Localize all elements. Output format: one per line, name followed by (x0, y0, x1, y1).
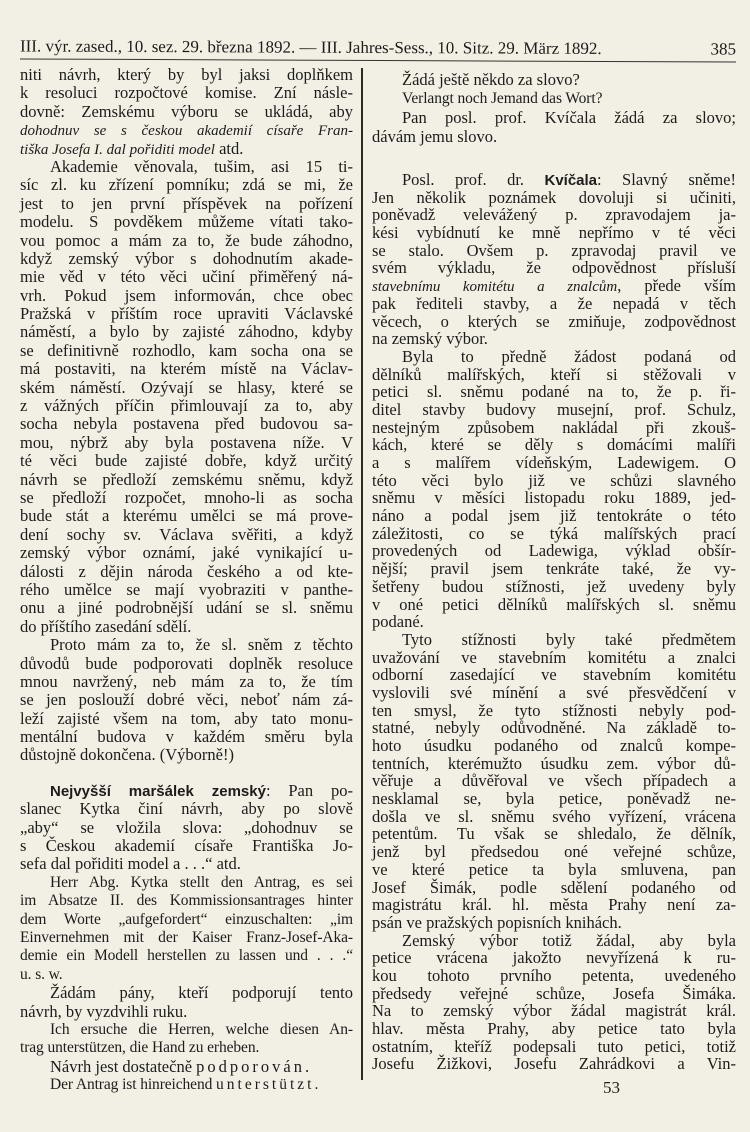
text-line: té věci bude zajisté dobře, když určitý (20, 451, 353, 471)
text-line: dovně: Zemskému výboru se ukládá, aby (20, 101, 353, 121)
text-line: jest to jen první příspěvek na pořízení (20, 193, 353, 213)
running-header (20, 36, 736, 62)
text-line: ostatním, kteříž podepsali tuto petici, totiž (372, 1036, 736, 1056)
text-line: rého umělce se mají vyobraziti v panthe- (20, 579, 353, 599)
text-line: Tyto stížnosti byly také předmětem (402, 629, 736, 649)
text-segment: Návrh jest dostatečně (50, 1056, 197, 1076)
text-line (20, 1076, 353, 1094)
text-segment: , přede vším (617, 276, 737, 296)
text-line: modelu. S povděkem můžeme vítati tako- (20, 212, 353, 232)
text-line: z vážných příčin přimlouvají za to, aby (20, 396, 353, 416)
text-line: náno a podal jsem již tentokráte o této (372, 506, 736, 526)
text-line: Pražská v příštím roce upraviti Václavské (20, 304, 353, 324)
speaker-name: Kvíčala (544, 172, 598, 189)
text-line: Byla to předně žádost podaná od (402, 346, 736, 366)
text-line: kou tohoto prvního petenta, uvedeného (372, 965, 736, 985)
text-line: k resoluci rozpočtové komise. Zní násle- (20, 83, 353, 103)
text-line: leží zajisté všem na tom, aby tato monu- (20, 708, 353, 728)
text-line: důstojně dokončena. (Výborně!) (20, 745, 234, 765)
text-line: mou, nýbrž aby byla postavena níže. V (20, 432, 353, 452)
text-line (20, 1058, 353, 1076)
paragraph (20, 636, 353, 765)
text-segment: atd. (214, 138, 244, 158)
paragraph (372, 631, 736, 932)
text-line (372, 171, 736, 189)
text-line: došla ve sl. sněmu svého vyřízení, vrácena (372, 806, 736, 826)
text-line: Herr Abg. Kytka stellt den Antrag, es sei (50, 873, 353, 891)
text-line: Ich ersuche die Herren, welche diesen An- (50, 1020, 353, 1038)
text-line: uvažování ve stavebním komitétu a znalci (372, 647, 736, 667)
text-line: sněmu v měsíci listopadu roku 1889, jed- (372, 488, 736, 508)
text-segment: unterstützt. (216, 1076, 322, 1094)
text-line: šetřeny budou stížnosti, jež uvedeny byly (372, 576, 736, 596)
text-line: nější; pravil jsem tenkráte také, že vy- (372, 559, 736, 579)
paragraph (372, 348, 736, 631)
text-line: kách, které se děly s domácími malíři (372, 435, 736, 455)
text-line: u. s. w. (20, 965, 63, 983)
text-line: důvodů bude podporovati doplněk resoluce (20, 653, 353, 673)
text-line: dení sochy sv. Václava svěřiti, a když (20, 524, 353, 544)
paragraph (20, 1021, 353, 1058)
text-segment: : Slavný sněme! (597, 170, 736, 189)
text-line: provedených od Ladewiga, výklad obšír- (372, 541, 736, 561)
paragraph (372, 70, 736, 89)
text-line: kési vybídnutí ke mně nepřímo v té věci (372, 223, 736, 243)
text-line: Zemský výbor totiž žádal, aby byla (402, 930, 736, 950)
text-line: vrh. Pokud jsem informován, chce obec (20, 285, 353, 305)
paragraph (20, 1058, 353, 1076)
text-line: hlav. města Prahy, aby petice tato byla (372, 1019, 736, 1038)
page-number-bottom: 53 (603, 1078, 620, 1097)
text-line: tentních, kterémužto úsudku zem. výbor dů- (372, 753, 736, 773)
text-segment: Der Antrag ist hinreichend (50, 1076, 217, 1094)
text-line: v oné petici dělníků malířských sl. sněmu (372, 594, 736, 614)
text-line: nestejným způsobem nakládal při zkouš- (372, 417, 736, 437)
text-line: vyslovili své mínění a své přesvědčení v (372, 682, 736, 702)
text-line: statné, nebyly odůvodněné. Na základě to- (372, 718, 736, 738)
text-line: se jen poslouží dobré věci, neboť nám zá- (20, 690, 353, 710)
text-line: vou pomoc a mám za to, že bude záhodno, (20, 230, 353, 250)
running-header-title: III. výr. zased., 10. sez. 29. března 1892. — III. Jahres-Sess., 10. Sitz. 29. März 1892. (19, 36, 602, 58)
text-line: mnou navržený, neb mám za to, že tím (20, 671, 353, 691)
text-line: návrh, by vyzdvihli ruku. (20, 1001, 188, 1021)
text-line (372, 277, 736, 295)
text-line: „aby“ se vložila slova: „dohodnuv se (20, 817, 353, 837)
text-line: věcech, o kterých se zmiňuje, zodpovědnost (372, 311, 736, 331)
text-line: jenž byl předsedou oné veřejné schůze, (372, 842, 736, 862)
text-line: ském náměstí. Ozývají se hlasy, které se (20, 377, 353, 397)
emphasis-text: stavebnímu komitétu a znalcům (372, 279, 618, 296)
text-line: má postaviti, na kterém místě na Václav- (20, 359, 353, 379)
text-line: bude stát a kterému umělci se má prove- (20, 506, 353, 526)
paragraph (20, 158, 353, 636)
column-divider (361, 68, 363, 1080)
paragraph (372, 108, 736, 146)
text-line: petentům. Tu však se shledalo, že dělník, (372, 824, 736, 844)
text-line: onu a jiné podrobnější udání se sl. sněmu (20, 598, 353, 618)
paragraph (20, 782, 353, 874)
text-segment: Posl. prof. dr. (402, 170, 545, 189)
text-line: Žádá ještě někdo za slovo? (402, 70, 580, 89)
text-line: poněvadž velevážený p. zpravodajem ja- (372, 205, 736, 225)
text-line: sefa dal pořiditi model a . . .“ atd. (20, 854, 241, 874)
text-line: se předloží rozpočet, mnoho-li as socha (20, 487, 353, 507)
text-line (20, 140, 353, 158)
paragraph (20, 984, 353, 1021)
text-line: věřuje a důvěřoval ve všech případech a (372, 771, 736, 791)
text-line: dělníků malířských, kteří si stěžovali v (372, 364, 736, 384)
text-line: Verlangt noch Jemand das Wort? (402, 90, 603, 107)
text-line: ve které petice ta byla smluvena, pan (372, 859, 736, 879)
text-segment: : Pan po- (265, 780, 353, 800)
emphasis-text: dohodnuv se s českou akademií císaře Fran- (20, 123, 353, 140)
text-line: demie ein Modell herstellen zu lassen und . . .“ (20, 947, 353, 965)
text-line: Na to zemský výbor žádal magistrát král. (372, 1001, 736, 1021)
text-line: a s malířem vídeňským, Ladewigem. O (372, 453, 736, 472)
text-line: dem Worte „aufgefordert“ einzuschalten: „im (20, 910, 353, 928)
text-line: Akademie věnovala, tušim, asi 15 ti- (50, 156, 353, 176)
text-line (20, 121, 353, 139)
text-line: niti návrh, který by byl jaksi doplňkem (20, 65, 353, 84)
text-line: odborní zasedající ve stavebním komitétu (372, 665, 736, 685)
text-line: svém výkladu, že odpovědnost přísluší (372, 258, 736, 278)
text-line: trag unterstützen, die Hand zu erheben. (20, 1039, 260, 1057)
text-line: nesklamal se, byla petice, poněvadž ne- (372, 789, 736, 809)
emphasis-text: tiška Josefa I. dal pořiditi model (20, 141, 215, 158)
text-line: záležitosti, co se týká malířských prací (372, 523, 736, 543)
text-line: se stalo. Ovšem p. zpravodaj pravil ve (372, 240, 736, 260)
paragraph (20, 1076, 353, 1094)
text-line: ditel stavby budovy musejní, prof. Schulz, (372, 399, 736, 419)
text-line: na zemský výbor. (372, 329, 488, 349)
text-line: této věci bylo již ve schůzi slavného (372, 470, 736, 490)
paragraph (372, 171, 736, 348)
text-line: předsedy veřejné schůze, Josefa Šimáka. (372, 983, 736, 1003)
text-line: Žádám pány, kteří podporují tento (50, 983, 353, 1003)
text-line: Jen několik poznámek dovoluji si učiniti, (372, 187, 736, 207)
text-line: petici sl. sněmu podané na to, že p. ři- (372, 382, 736, 402)
text-line: dávám jemu slovo. (372, 127, 498, 146)
text-line: zemský výbor oznámí, jaké vynikající u- (20, 543, 353, 563)
text-line: psán ve pražských popisních knihách. (372, 912, 622, 932)
page-number-top: 385 (710, 39, 737, 59)
text-line: když zemský výbor s dohodnutím akade- (20, 248, 353, 268)
text-line: mentální budova v každém směru byla (20, 727, 353, 747)
paragraph (20, 874, 353, 984)
text-line: pak řediteli stavby, a že nepadá v těch (372, 293, 736, 313)
text-line: slanec Kytka činí návrh, aby po slově (20, 799, 353, 819)
text-line: Einvernehmen mit der Kaiser Franz-Josef-Aka- (20, 928, 353, 946)
text-line: mie věd v této věci učiní přiměřený ná- (20, 267, 353, 287)
paragraph (372, 932, 736, 1074)
text-segment: podporován. (196, 1056, 313, 1076)
left-column (20, 66, 353, 1094)
paragraph (372, 89, 736, 108)
text-line: s Českou akademií císaře Františka Jo- (20, 836, 353, 856)
text-line: magistrátu král. hl. města Prahy není za- (372, 895, 736, 915)
text-line: socha nebyla postavena před budovou sa- (20, 414, 353, 434)
text-line: ten smysl, že tyto stížnosti nebyly pod- (372, 700, 736, 720)
text-line: síc zl. ku zřízení pomníku; zdá se mi, že (20, 175, 353, 195)
text-line: do příštího zasedání sdělí. (20, 616, 192, 636)
text-line: návrh se předloží zemskému sněmu, když (20, 469, 353, 489)
paragraph (20, 66, 353, 158)
text-line: hoto úsudku podaného od znalců kompe- (372, 736, 736, 755)
speaker-name: Nejvyšší maršálek zemský (50, 782, 266, 800)
right-column (372, 70, 736, 1073)
text-line: se definitivně rozhodlo, kam socha ona se (20, 340, 353, 360)
text-line: Josef Šimák, podle sdělení podaného od (372, 877, 736, 897)
text-line: náměstí, a bylo by zajisté záhodno, kdyby (20, 322, 353, 342)
text-line: Josefu Žižkovi, Josefu Zahrádkovi a Vin- (372, 1054, 736, 1074)
text-line: petice vrácena jakožto nevyřízená k ru- (372, 948, 736, 968)
text-line: im Absatze II. des Kommissionsantrages hinter (20, 892, 353, 910)
text-line: podané. (372, 612, 424, 632)
text-line: dálosti z dějin národa českého a od kte- (20, 561, 353, 581)
text-line: Proto mám za to, že sl. sněm z těchto (50, 635, 353, 655)
text-line: Pan posl. prof. Kvíčala žádá za slovo; (402, 108, 736, 127)
text-line (20, 782, 353, 800)
